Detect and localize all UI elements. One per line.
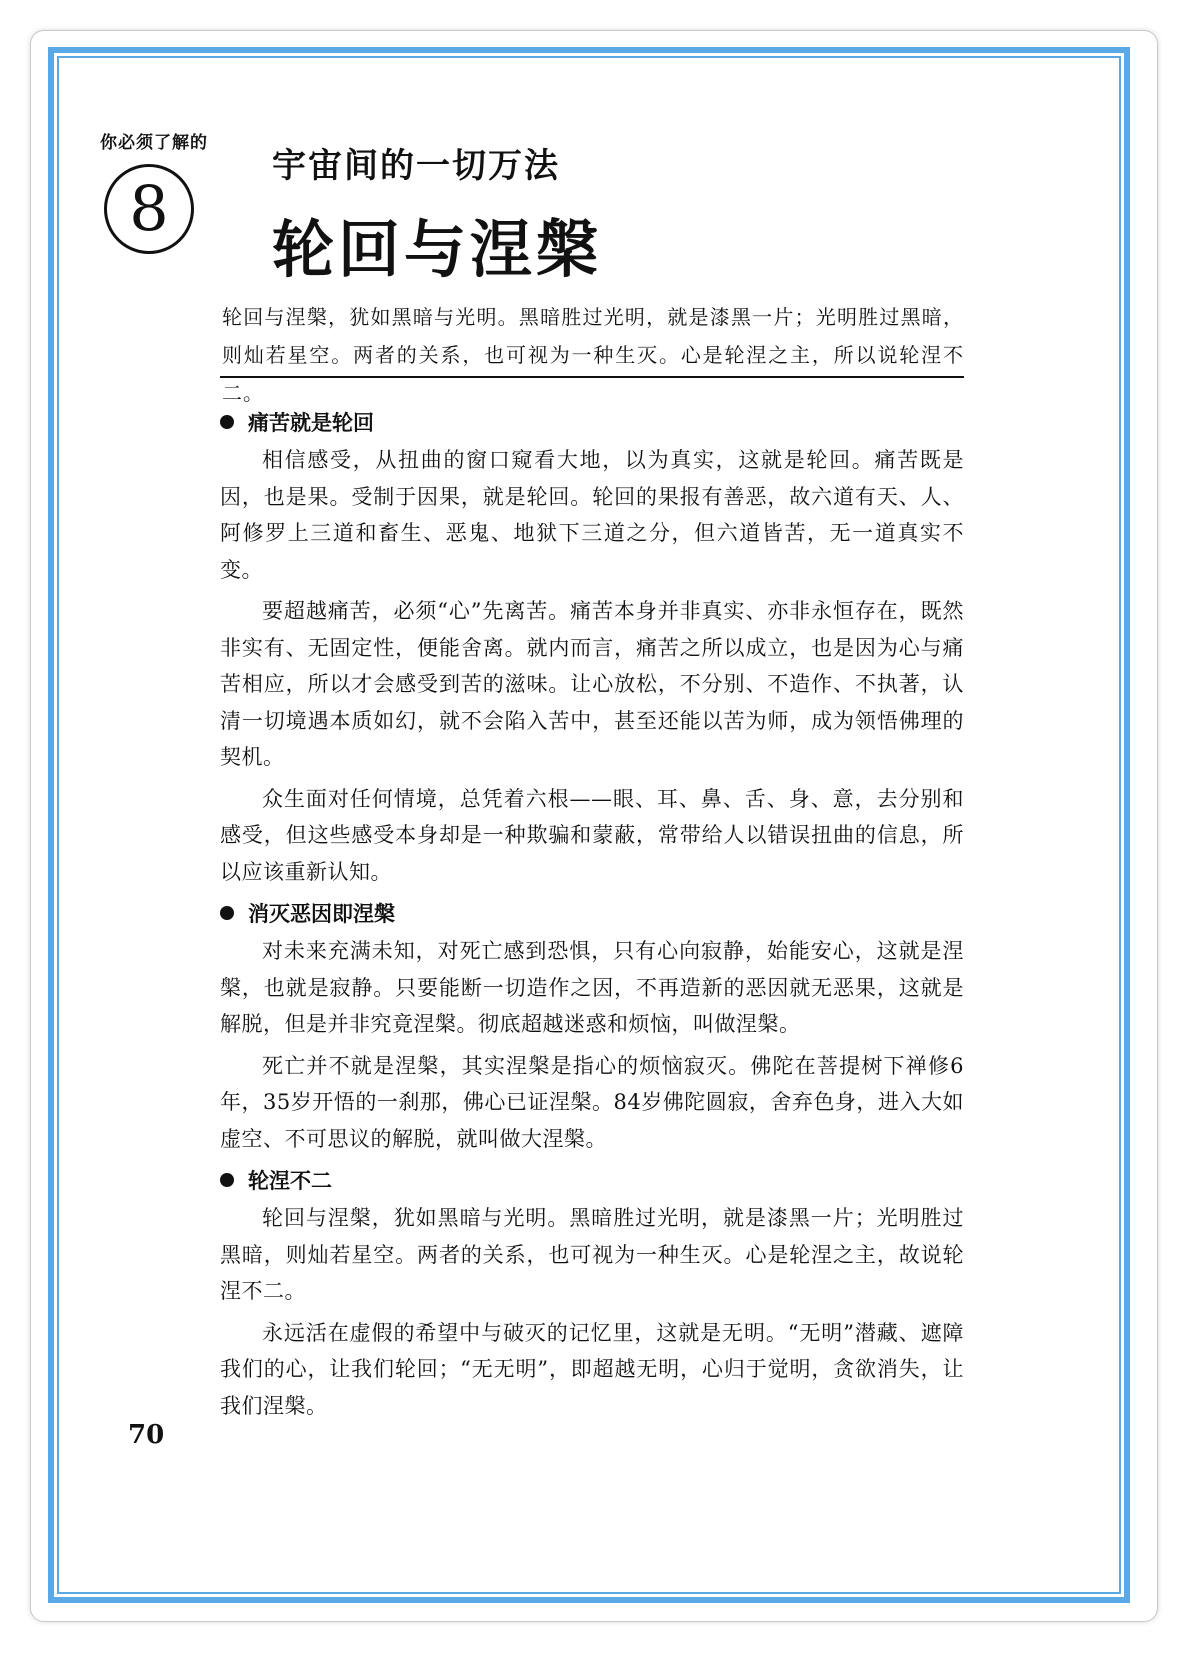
paragraph: 对未来充满未知，对死亡感到恐惧，只有心向寂静，始能安心，这就是涅槃，也就是寂静。只要能断一切造作之因，不再造新的恶因就无恶果，这就是解脱，但是并非究竟涅槃。彻底超越迷惑和烦恼，叫做涅槃。: [220, 939, 964, 1036]
chapter-number-badge: [104, 164, 194, 254]
paragraph: 轮回与涅槃，犹如黑暗与光明。黑暗胜过光明，就是漆黑一片；光明胜过黑暗，则灿若星空。两者的关系，也可视为一种生灭。心是轮涅之主，故说轮涅不二。: [220, 1206, 964, 1303]
section-nonduality: [220, 1162, 964, 1424]
paragraph: 永远活在虚假的希望中与破灭的记忆里，这就是无明。“无明”潜藏、遮障我们的心，让我们轮回；“无无明”，即超越无明，心归于觉明，贪欲消失，让我们涅槃。: [220, 1320, 964, 1418]
chapter-subtitle: 宇宙间的一切万法: [272, 146, 560, 186]
article-body: [220, 404, 964, 1429]
section-heading: 消灭恶因即涅槃: [220, 895, 964, 933]
section-nirvana: [220, 895, 964, 1157]
section-suffering: [220, 404, 964, 890]
paragraph: 要超越痛苦，必须“心”先离苦。痛苦本身并非真实、亦非永恒存在，既然非实有、无固定性，便能舍离。就内而言，痛苦之所以成立，也是因为心与痛苦相应，所以才会感受到苦的滋味。让心放松，不分别、不造作、不执著，认清一切境遇本质如幻，就不会陷入苦中，甚至还能以苦为师，成为领悟佛理的契机。: [220, 599, 964, 769]
bullet-icon: [220, 1173, 234, 1187]
bullet-icon: [220, 415, 234, 429]
page-number: 70: [128, 1420, 165, 1450]
chapter-title: 轮回与涅槃: [272, 213, 603, 286]
divider-rule: [220, 376, 964, 378]
bullet-icon: [220, 906, 234, 920]
series-label: 你必须了解的: [100, 133, 208, 153]
paragraph: 相信感受，从扭曲的窗口窥看大地，以为真实，这就是轮回。痛苦既是因，也是果。受制于因果，就是轮回。轮回的果报有善恶，故六道有天、人、阿修罗上三道和畜生、恶鬼、地狱下三道之分，但六道皆苦，无一道真实不变。: [220, 448, 964, 582]
chapter-number: 8: [129, 172, 169, 245]
section-heading: 轮涅不二: [220, 1162, 964, 1200]
paragraph: 死亡并不就是涅槃，其实涅槃是指心的烦恼寂灭。佛陀在菩提树下禅修6年，35岁开悟的一刹那，佛心已证涅槃。84岁佛陀圆寂，舍弃色身，进入大如虚空、不可思议的解脱，就叫做大涅槃。: [220, 1053, 964, 1151]
section-heading: 痛苦就是轮回: [220, 404, 964, 442]
intro-paragraph: 轮回与涅槃，犹如黑暗与光明。黑暗胜过光明，就是漆黑一片；光明胜过黑暗，则灿若星空。两者的关系，也可视为一种生灭。心是轮涅之主，所以说轮涅不二。: [222, 305, 964, 405]
paragraph: 众生面对任何情境，总凭着六根——眼、耳、鼻、舌、身、意，去分别和感受，但这些感受本身却是一种欺骗和蒙蔽，常带给人以错误扭曲的信息，所以应该重新认知。: [220, 786, 964, 884]
